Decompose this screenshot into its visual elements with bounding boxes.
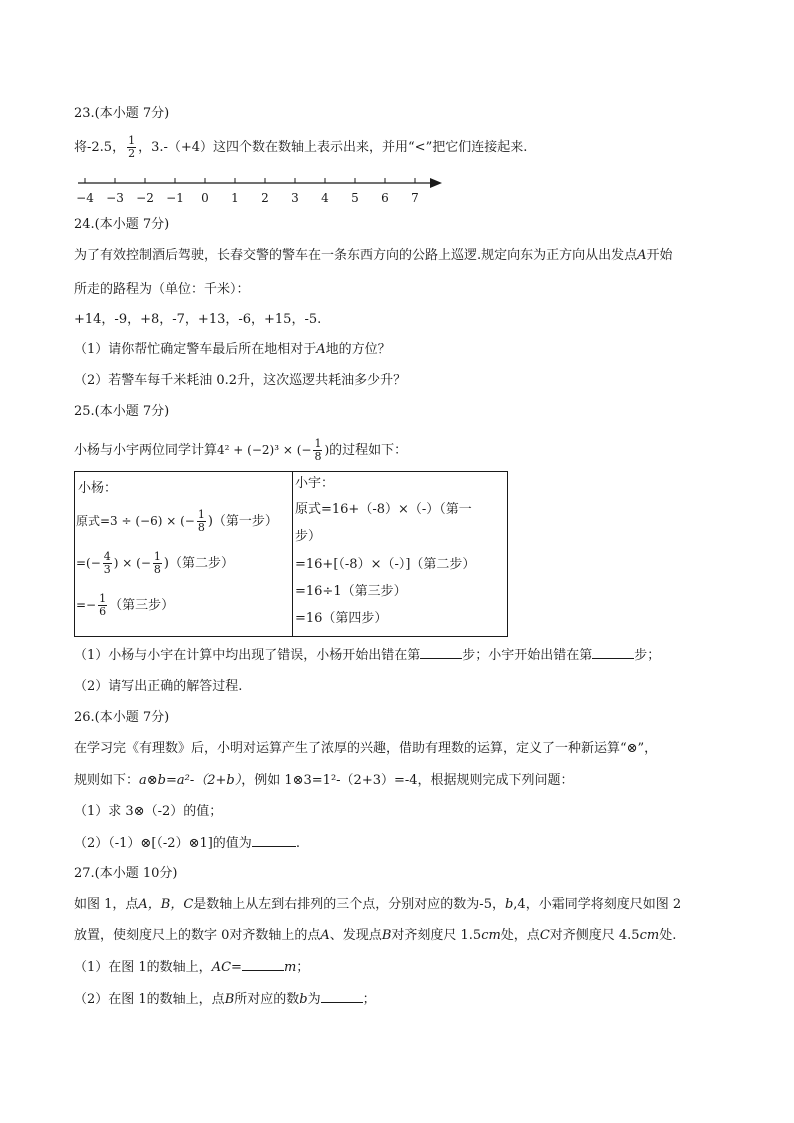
yang-name: 小杨： xyxy=(78,481,118,496)
q27-point-b: B xyxy=(381,928,392,943)
q27-line1-a: 如图 1，点 xyxy=(74,897,139,912)
q25-intro-b: 的过程如下： xyxy=(329,443,408,458)
q27-line1 xyxy=(74,896,681,914)
yu-step3: =16÷1（第三步） xyxy=(295,584,407,599)
q24-line2: 所走的路程为（单位：千米）： xyxy=(74,282,250,297)
q23-header: 23.(本小题 7分) xyxy=(74,106,170,121)
q25-expr-a: 4² + (−2)³ × (− xyxy=(217,443,312,457)
q25-calculation-table xyxy=(74,471,508,637)
q27-line2-c: 对齐刻度尺 1.5 xyxy=(391,928,482,943)
number-line-tick-label: −2 xyxy=(136,191,154,205)
number-line-tick-label: −4 xyxy=(76,191,94,205)
q26-header: 26.(本小题 7分) xyxy=(74,710,170,725)
q25-intro xyxy=(74,436,407,465)
yang-step1-b: )（第一步） xyxy=(207,514,278,529)
yang-step2-a: =(− xyxy=(76,556,101,570)
q27-line2-a: 放置，使刻度尺上的数字 0对齐数轴上的点 xyxy=(74,928,321,943)
yang-step3-fraction xyxy=(98,593,107,618)
q24-part1-a: （1）请你帮忙确定警车最后所在地相对于 xyxy=(74,342,317,357)
q25-intro-a: 小杨与小宇两位同学计算 xyxy=(74,443,218,458)
q24-part1-b: 地的方位？ xyxy=(325,342,391,357)
q24-point-a: A xyxy=(637,248,647,263)
q24-line1 xyxy=(74,247,673,265)
q27-point-c: C xyxy=(539,928,550,943)
q24-part2: （2）若警车每千米耗油 0.2升，这次巡逻共耗油多少升？ xyxy=(74,373,407,388)
number-line-ticks xyxy=(76,178,419,205)
yang-step2-num2: 1 xyxy=(153,550,161,563)
q25-part1-a: （1）小杨与小宇在计算中均出现了错误，小杨开始出错在第 xyxy=(74,648,421,663)
q27-unit: m xyxy=(283,960,297,975)
q27-b-blank[interactable] xyxy=(321,990,363,1003)
q24-part1 xyxy=(74,341,391,359)
number-line-tick-label: −3 xyxy=(106,191,124,205)
number-line-tick-label: 7 xyxy=(411,191,419,205)
q26-intro1: 在学习完《有理数》后，小明对运算产生了浓厚的兴趣，借助有理数的运算，定义了一种新运算“⊗”， xyxy=(74,741,658,756)
q27-part2 xyxy=(74,990,376,1009)
q25-part1 xyxy=(74,646,660,665)
yang-step3-a: =− xyxy=(76,598,97,612)
q23-prompt xyxy=(74,134,527,162)
number-line-tick-label: 5 xyxy=(351,191,359,205)
q27-line2-b: 、发现点 xyxy=(329,928,382,943)
q24-line1-a: 为了有效控制酒后驾驶，长春交警的警车在一条东西方向的公路上巡逻.规定向东为正方向从出发点 xyxy=(74,248,638,263)
q27-line2-e: 对齐侧度尺 4.5 xyxy=(549,928,640,943)
q27-part2-b: 所对应的数 xyxy=(234,992,300,1007)
q27-part2-var: b xyxy=(299,992,308,1007)
yang-step1-fraction xyxy=(197,509,206,534)
q27-line2 xyxy=(74,927,676,945)
number-line-tick-label: 1 xyxy=(231,191,239,205)
q27-part2-a: （2）在图 1的数轴上，点 xyxy=(74,992,225,1007)
q26-part2-b: . xyxy=(295,836,300,851)
q26-intro2-a: 规则如下： xyxy=(74,773,140,788)
q27-cm2: cm xyxy=(639,928,660,943)
q24-data: +14，-9，+8，-7，+13，-6，+15，-5. xyxy=(74,312,322,327)
yang-step3-b: （第三步） xyxy=(109,598,175,613)
q27-line1-b: 是数轴上从左到右排列的三个点，分别对应的数为-5， xyxy=(193,897,505,912)
q27-line2-d: 处，点 xyxy=(500,928,540,943)
q27-cm1: cm xyxy=(481,928,501,943)
q26-rule: a⊗b=a²-（2+b） xyxy=(139,773,242,788)
q25-part1-b: 步；小宇开始出错在第 xyxy=(462,648,593,663)
q26-answer-blank[interactable] xyxy=(252,834,296,847)
q26-part2-a: （2）（-1）⊗[（-2）⊗1]的值为 xyxy=(74,836,252,851)
q25-blank-yu[interactable] xyxy=(592,646,634,659)
q23-number-line xyxy=(70,172,450,210)
q27-line1-c: ,4，小霜同学将刻度尺如图 2 xyxy=(513,897,682,912)
yu-step4: =16（第四步） xyxy=(295,611,388,626)
q25-part1-c: 步； xyxy=(634,648,661,663)
q25-part2: （2）请写出正确的解答过程. xyxy=(74,679,243,694)
table-divider xyxy=(292,472,293,636)
q24-line1-b: 开始 xyxy=(646,248,673,263)
q24-part1-point: A xyxy=(316,342,326,357)
q27-ac-blank[interactable] xyxy=(242,958,284,971)
q27-part2-d: ； xyxy=(362,992,376,1007)
q27-part1-b: = xyxy=(231,960,242,975)
q25-expr-b: ) xyxy=(324,443,330,457)
yang-step1-a: 原式=3 ÷ (−6) × (− xyxy=(76,514,195,528)
q26-intro2-b: ，例如 1⊗3=1²-（2+3）=-4，根据规则完成下列问题： xyxy=(241,773,574,788)
q27-points: A，B，C xyxy=(138,897,194,912)
q27-part2-point-b: B xyxy=(224,992,235,1007)
q25-expr-frac-den: 8 xyxy=(314,450,322,463)
q27-header: 27.(本小题 10分) xyxy=(74,866,178,881)
yang-step3-num: 1 xyxy=(99,592,107,605)
number-line-tick-label: 6 xyxy=(381,191,389,205)
q27-part1-c: ； xyxy=(296,960,310,975)
q27-part1-a: （1）在图 1的数轴上， xyxy=(74,960,212,975)
q23-prompt-a: 将-2.5， xyxy=(74,140,126,155)
q27-line2-f: 处. xyxy=(659,928,677,943)
q24-header: 24.(本小题 7分) xyxy=(74,217,170,232)
q25-expr-fraction xyxy=(313,438,322,463)
number-line-tick-label: 3 xyxy=(291,191,299,205)
yang-step2-c: )（第二步） xyxy=(163,556,234,571)
yang-step2-fraction2 xyxy=(153,551,162,576)
q25-expr-frac-num: 1 xyxy=(314,437,322,450)
yu-step1-cont: 步） xyxy=(295,529,322,544)
q27-part1 xyxy=(74,958,309,977)
q27-var-b: b xyxy=(504,897,514,912)
yu-name: 小宇： xyxy=(295,476,335,491)
q26-intro2 xyxy=(74,772,574,790)
yang-step2-fraction1 xyxy=(103,551,112,576)
q26-part2 xyxy=(74,834,300,853)
yang-step2-b: ) × (− xyxy=(113,556,151,570)
q23-half-num: 1 xyxy=(128,134,136,147)
yang-step2-den1: 3 xyxy=(103,563,111,576)
q23-prompt-b: ，3.-（+4）这四个数在数轴上表示出来，并用“<”把它们连接起来. xyxy=(138,140,528,155)
q27-part2-c: 为 xyxy=(307,992,321,1007)
q23-half-fraction xyxy=(127,135,136,160)
yang-step1 xyxy=(76,506,278,537)
yang-step3 xyxy=(76,590,174,621)
yang-step2 xyxy=(76,548,234,579)
yu-step2: =16+[（-8）×（-）]（第二步） xyxy=(295,557,476,572)
yang-step2-den2: 8 xyxy=(153,563,161,576)
q26-part1: （1）求 3⊗（-2）的值； xyxy=(74,804,223,819)
yang-step1-num: 1 xyxy=(197,508,205,521)
q25-header: 25.(本小题 7分) xyxy=(74,404,170,419)
yang-step2-num1: 4 xyxy=(103,550,111,563)
q25-blank-yang[interactable] xyxy=(420,646,462,659)
yu-step1: 原式=16+（-8）×（-）（第一 xyxy=(295,502,472,517)
q27-ac: AC xyxy=(211,960,232,975)
number-line-tick-label: 4 xyxy=(321,191,329,205)
number-line-tick-label: 0 xyxy=(201,191,209,205)
yang-step1-den: 8 xyxy=(197,521,205,534)
q23-half-den: 2 xyxy=(128,147,136,160)
number-line-arrow-icon xyxy=(430,178,442,188)
yang-step3-den: 6 xyxy=(99,605,107,618)
q27-point-a: A xyxy=(320,928,330,943)
number-line-tick-label: 2 xyxy=(261,191,269,205)
number-line-tick-label: −1 xyxy=(166,191,184,205)
